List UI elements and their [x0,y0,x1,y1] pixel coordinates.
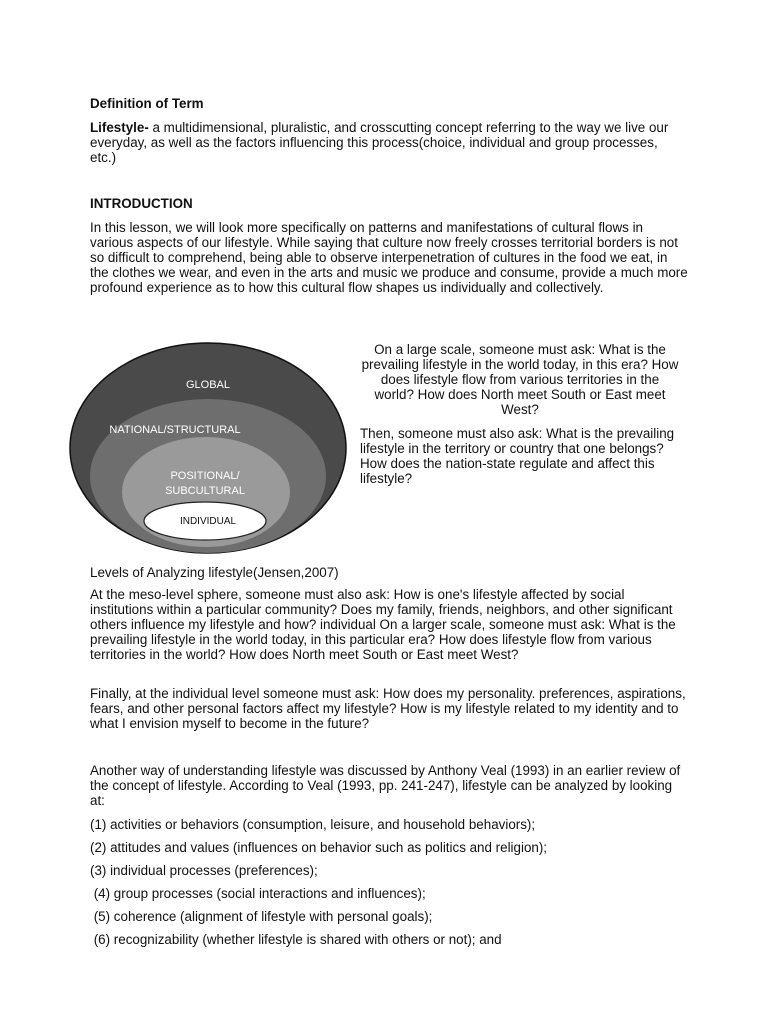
list-item-3: (3) individual processes (preferences); [90,863,318,878]
list-item-1: (1) activities or behaviors (consumption, leisure, and household behaviors); [90,817,536,832]
lifestyle-term: Lifestyle- [90,120,149,135]
positional-label-line1: POSITIONAL/ [170,470,240,482]
positional-label-line2: SUBCULTURAL [165,485,245,497]
list-item-5: (5) coherence (alignment of lifestyle with personal goals); [90,909,433,924]
introduction-heading: INTRODUCTION [90,196,193,211]
individual-label: INDIVIDUAL [179,516,237,527]
side-paragraph-1: On a large scale, someone must ask: What is the prevailing lifestyle in the world today, in this era? How does lifestyle flow from various territories in the world? How does North meet South or East meet West? [361,342,679,417]
list-item-4: (4) group processes (social interactions and influences); [90,886,426,901]
list-item-2: (2) attitudes and values (influences on behavior such as politics and religion); [90,840,548,855]
lifestyle-definition-text: a multidimensional, pluralistic, and crosscutting concept referring to the way we live our everyday, as well as the factors influencing this process(choice, individual and group processes, etc.) [90,120,669,165]
global-label: GLOBAL [185,379,231,391]
diagram-caption: Levels of Analyzing lifestyle(Jensen,2007) [90,565,339,580]
meso-paragraph: At the meso-level sphere, someone must also ask: How is one's lifestyle affected by social institutions within a particular community? Does my family, friends, neighbors, and other significant others influence my lifestyle and how? individual On a larger scale, someone must ask: What is the prevailing lifestyle in the world today, in this particular era? How does lifestyle flow from various territories in the world? How does North meet South or East meet West? [90,587,676,662]
veal-paragraph: Another way of understanding lifestyle was discussed by Anthony Veal (1993) in an earlier review of the concept of lifestyle. According to Veal (1993, pp. 241-247), lifestyle can be analyzed by looking at: [90,763,681,808]
list-item-6: (6) recognizability (whether lifestyle is shared with others or not); and [90,932,502,947]
side-paragraph-2: Then, someone must also ask: What is the prevailing lifestyle in the territory or country that one belongs? How does the nation-state regulate and affect this lifestyle? [360,426,675,486]
definition-heading: Definition of Term [90,96,204,111]
lifestyle-levels-diagram [68,342,348,556]
individual-paragraph: Finally, at the individual level someone must ask: How does my personality. preferences, aspirations, fears, and other personal factors affect my lifestyle? How is my lifestyle related to my identity and to what I envision myself to become in the future? [90,686,686,731]
introduction-text: In this lesson, we will look more specifically on patterns and manifestations of cultural flows in various aspects of our lifestyle. While saying that culture now freely crosses territorial borders is not so difficult to comprehend, being able to observe interpenetration of cultures in the food we eat, in the clothes we wear, and even in the arts and music we produce and consume, provide a much more profound experience as to how this cultural flow shapes us individually and collectively. [90,220,688,295]
lifestyle-definition [90,120,686,165]
national-label: NATIONAL/STRUCTURAL [109,424,241,436]
